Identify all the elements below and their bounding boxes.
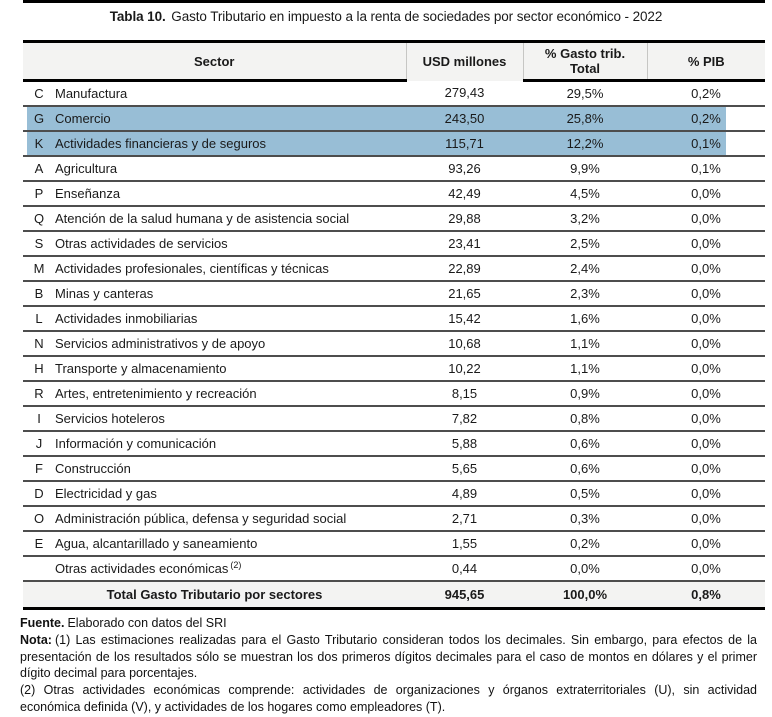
sector-code: K bbox=[23, 131, 55, 156]
sector-code: J bbox=[23, 431, 55, 456]
pct-pib-value: 0,0% bbox=[647, 231, 765, 256]
pct-gasto-value: 0,6% bbox=[523, 456, 647, 481]
sector-name: Actividades financieras y de seguros bbox=[55, 131, 406, 156]
table-footnotes bbox=[20, 615, 757, 716]
pct-pib-value: 0,0% bbox=[647, 506, 765, 531]
table-row bbox=[23, 481, 765, 506]
usd-value: 5,65 bbox=[406, 456, 523, 481]
sector-code: S bbox=[23, 231, 55, 256]
sector-name: Electricidad y gas bbox=[55, 481, 406, 506]
sector-tax-table bbox=[23, 40, 765, 610]
usd-value: 5,88 bbox=[406, 431, 523, 456]
table-row bbox=[23, 381, 765, 406]
pct-gasto-value: 1,1% bbox=[523, 356, 647, 381]
usd-value: 1,55 bbox=[406, 531, 523, 556]
sector-name: Información y comunicación bbox=[55, 431, 406, 456]
pct-pib-value: 0,0% bbox=[647, 556, 765, 581]
pct-pib-value: 0,2% bbox=[647, 81, 765, 107]
sector-code: G bbox=[23, 106, 55, 131]
pct-pib-value: 0,1% bbox=[647, 131, 765, 156]
pct-gasto-value: 0,6% bbox=[523, 431, 647, 456]
table-title-number: Tabla 10. bbox=[109, 9, 166, 24]
pct-gasto-value: 9,9% bbox=[523, 156, 647, 181]
pct-gasto-value: 0,5% bbox=[523, 481, 647, 506]
pct-pib-value: 0,0% bbox=[647, 181, 765, 206]
usd-value: 4,89 bbox=[406, 481, 523, 506]
table-row bbox=[23, 281, 765, 306]
total-pct-gasto-value: 100,0% bbox=[523, 581, 647, 609]
sector-name: Administración pública, defensa y seguridad social bbox=[55, 506, 406, 531]
top-rule bbox=[23, 0, 765, 3]
table-row-highlighted bbox=[23, 106, 765, 131]
usd-value: 243,50 bbox=[406, 106, 523, 131]
usd-value: 10,68 bbox=[406, 331, 523, 356]
pct-pib-value: 0,0% bbox=[647, 431, 765, 456]
sector-code: D bbox=[23, 481, 55, 506]
usd-value: 10,22 bbox=[406, 356, 523, 381]
sector-code: F bbox=[23, 456, 55, 481]
sector-code: H bbox=[23, 356, 55, 381]
pct-gasto-value: 2,5% bbox=[523, 231, 647, 256]
sector-code bbox=[23, 556, 55, 581]
usd-value: 15,42 bbox=[406, 306, 523, 331]
sector-code: I bbox=[23, 406, 55, 431]
sector-name: Transporte y almacenamiento bbox=[55, 356, 406, 381]
table-title bbox=[0, 9, 772, 24]
pct-gasto-value: 0,0% bbox=[523, 556, 647, 581]
usd-value: 29,88 bbox=[406, 206, 523, 231]
table-row-highlighted bbox=[23, 131, 765, 156]
sector-name: Enseñanza bbox=[55, 181, 406, 206]
pct-pib-value: 0,0% bbox=[647, 281, 765, 306]
sector-code: L bbox=[23, 306, 55, 331]
pct-gasto-value: 1,1% bbox=[523, 331, 647, 356]
sector-code: E bbox=[23, 531, 55, 556]
source-label: Fuente. bbox=[20, 616, 65, 630]
note-label: Nota: bbox=[20, 632, 52, 647]
sector-code: P bbox=[23, 181, 55, 206]
total-label: Total Gasto Tributario por sectores bbox=[23, 581, 406, 609]
pct-gasto-value: 0,8% bbox=[523, 406, 647, 431]
column-header-pib: % PIB bbox=[647, 42, 765, 81]
sector-code: M bbox=[23, 256, 55, 281]
pct-pib-value: 0,0% bbox=[647, 381, 765, 406]
usd-value: 7,82 bbox=[406, 406, 523, 431]
table-row bbox=[23, 306, 765, 331]
sector-name: Comercio bbox=[55, 106, 406, 131]
total-pct-pib-value: 0,8% bbox=[647, 581, 765, 609]
pct-pib-value: 0,0% bbox=[647, 306, 765, 331]
pct-pib-value: 0,0% bbox=[647, 481, 765, 506]
sector-name: Servicios administrativos y de apoyo bbox=[55, 331, 406, 356]
table-row bbox=[23, 556, 765, 581]
pct-gasto-value: 0,3% bbox=[523, 506, 647, 531]
note-1 bbox=[20, 632, 757, 682]
sector-name bbox=[55, 556, 406, 581]
pct-gasto-line1: % Gasto trib. bbox=[544, 46, 626, 61]
sector-code: N bbox=[23, 331, 55, 356]
pct-gasto-value: 2,4% bbox=[523, 256, 647, 281]
sector-name: Agricultura bbox=[55, 156, 406, 181]
usd-value: 279,43 bbox=[406, 81, 523, 107]
table-title-text: Gasto Tributario en impuesto a la renta de sociedades por sector económico - 2022 bbox=[171, 9, 663, 24]
sector-code: C bbox=[23, 81, 55, 107]
sector-code: A bbox=[23, 156, 55, 181]
sector-name: Construcción bbox=[55, 456, 406, 481]
usd-value: 2,71 bbox=[406, 506, 523, 531]
sector-name-text: Otras actividades económicas bbox=[55, 561, 229, 576]
pct-pib-value: 0,0% bbox=[647, 456, 765, 481]
pct-gasto-value: 29,5% bbox=[523, 81, 647, 107]
pct-gasto-value: 1,6% bbox=[523, 306, 647, 331]
table-row bbox=[23, 506, 765, 531]
sector-name: Minas y canteras bbox=[55, 281, 406, 306]
usd-value: 8,15 bbox=[406, 381, 523, 406]
pct-gasto-value: 12,2% bbox=[523, 131, 647, 156]
pct-pib-value: 0,0% bbox=[647, 206, 765, 231]
table-row bbox=[23, 256, 765, 281]
total-row bbox=[23, 581, 765, 609]
table-header bbox=[23, 42, 765, 81]
pct-gasto-line2: Total bbox=[569, 61, 601, 76]
table-row bbox=[23, 456, 765, 481]
pct-gasto-value: 4,5% bbox=[523, 181, 647, 206]
sector-name: Artes, entretenimiento y recreación bbox=[55, 381, 406, 406]
table-row bbox=[23, 531, 765, 556]
source-text: Elaborado con datos del SRI bbox=[67, 616, 227, 630]
pct-pib-value: 0,1% bbox=[647, 156, 765, 181]
sector-name: Otras actividades de servicios bbox=[55, 231, 406, 256]
sector-code: B bbox=[23, 281, 55, 306]
pct-pib-value: 0,0% bbox=[647, 356, 765, 381]
pct-pib-value: 0,0% bbox=[647, 531, 765, 556]
table-row bbox=[23, 181, 765, 206]
usd-value: 42,49 bbox=[406, 181, 523, 206]
total-usd-value: 945,65 bbox=[406, 581, 523, 609]
table-body bbox=[23, 81, 765, 609]
pct-gasto-value: 25,8% bbox=[523, 106, 647, 131]
column-header-pct-gasto bbox=[523, 42, 647, 81]
usd-value: 0,44 bbox=[406, 556, 523, 581]
usd-value: 21,65 bbox=[406, 281, 523, 306]
sector-code: O bbox=[23, 506, 55, 531]
pct-gasto-value: 3,2% bbox=[523, 206, 647, 231]
sector-code: Q bbox=[23, 206, 55, 231]
note-1-text: (1) Las estimaciones realizadas para el Gasto Tributario consideran todos los decimales. Sin embargo, para efectos de la presentación de los resultados sólo se muestran los dos primeros dígitos decimales para el caso de montos en dólares y el primer dígito decimal para porcentajes. bbox=[20, 632, 757, 681]
sector-name: Agua, alcantarillado y saneamiento bbox=[55, 531, 406, 556]
usd-value: 22,89 bbox=[406, 256, 523, 281]
usd-value: 93,26 bbox=[406, 156, 523, 181]
table-row bbox=[23, 206, 765, 231]
pct-pib-value: 0,0% bbox=[647, 406, 765, 431]
footnote-marker: (2) bbox=[230, 559, 242, 570]
usd-value: 115,71 bbox=[406, 131, 523, 156]
pct-gasto-value: 0,2% bbox=[523, 531, 647, 556]
pct-pib-value: 0,2% bbox=[647, 106, 765, 131]
pct-gasto-value: 0,9% bbox=[523, 381, 647, 406]
table-row bbox=[23, 406, 765, 431]
pct-pib-value: 0,0% bbox=[647, 331, 765, 356]
sector-name: Manufactura bbox=[55, 81, 406, 107]
sector-name: Actividades inmobiliarias bbox=[55, 306, 406, 331]
table-row bbox=[23, 356, 765, 381]
sector-name: Actividades profesionales, científicas y técnicas bbox=[55, 256, 406, 281]
column-header-sector: Sector bbox=[23, 42, 406, 81]
note-2-text: (2) Otras actividades económicas comprende: actividades de organizaciones y órganos extraterritoriales (U), sin actividad económica definida (V), y actividades de los hogares como empleadores (T). bbox=[20, 683, 757, 714]
sector-code: R bbox=[23, 381, 55, 406]
source-note bbox=[20, 615, 757, 632]
column-header-usd-millones: USD millones bbox=[406, 42, 523, 81]
pct-gasto-value: 2,3% bbox=[523, 281, 647, 306]
sector-name: Atención de la salud humana y de asistencia social bbox=[55, 206, 406, 231]
table-row bbox=[23, 81, 765, 107]
note-2 bbox=[20, 682, 757, 716]
sector-name: Servicios hoteleros bbox=[55, 406, 406, 431]
header-row bbox=[23, 42, 765, 81]
table-row bbox=[23, 331, 765, 356]
usd-value: 23,41 bbox=[406, 231, 523, 256]
table-row bbox=[23, 231, 765, 256]
table-row bbox=[23, 156, 765, 181]
pct-pib-value: 0,0% bbox=[647, 256, 765, 281]
table-row bbox=[23, 431, 765, 456]
